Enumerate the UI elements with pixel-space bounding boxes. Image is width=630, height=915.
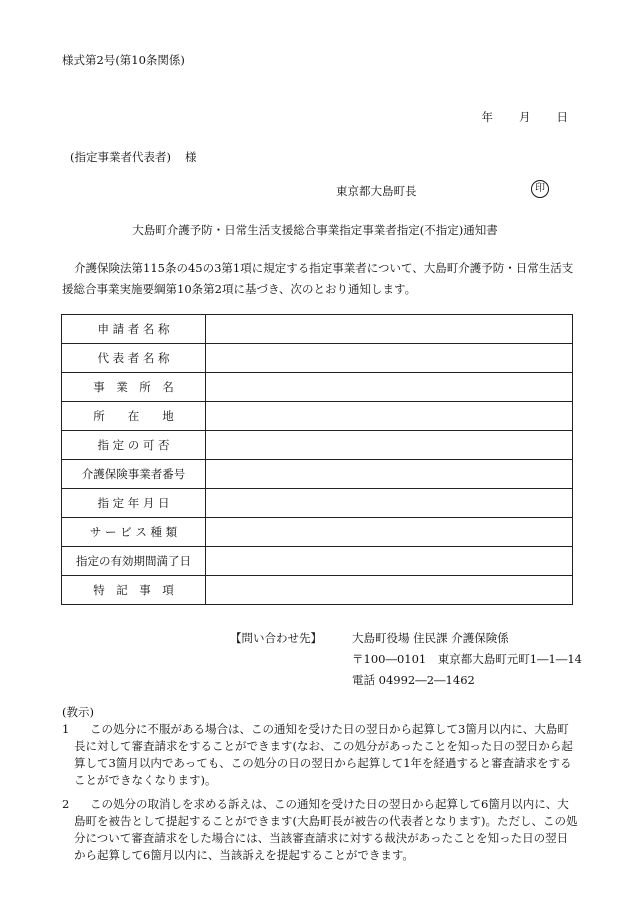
row-value: [206, 489, 573, 518]
date-day: 日: [556, 110, 568, 124]
intro-paragraph: 介護保険法第115条の45の3第1項に規定する指定事業者について、大島町介護予防・日常生活支援総合事業実施要綱第10条第2項に基づき、次のとおり通知します。: [62, 261, 574, 296]
row-value: [206, 402, 573, 431]
form-number: 様式第2号(第10条関係): [62, 53, 185, 67]
notice-number: 1: [62, 722, 70, 736]
row-label: 指 定 年 月 日: [62, 489, 206, 518]
row-value: [206, 518, 573, 547]
notice-item: [62, 796, 578, 864]
date-year: 年: [481, 110, 493, 124]
table-row: [62, 373, 573, 402]
table-row: [62, 460, 573, 489]
date-line: [482, 109, 569, 125]
seal-mark: 印: [531, 180, 549, 198]
table-row: [62, 518, 573, 547]
table-row: [62, 402, 573, 431]
row-label: 特 記 事 項: [62, 576, 206, 605]
table-row: [62, 344, 573, 373]
table-row: [62, 576, 573, 605]
table-row: [62, 547, 573, 576]
row-label: 介護保険事業者番号: [62, 460, 206, 489]
row-value: [206, 373, 573, 402]
notice-item: [62, 721, 578, 789]
document-title: 大島町介護予防・日常生活支援総合事業指定事業者指定(不指定)通知書: [132, 223, 498, 237]
table-row: [62, 315, 573, 344]
contact-office: 大島町役場 住民課 介護保険係: [352, 631, 509, 645]
recipient-line: [70, 149, 196, 165]
row-value: [206, 344, 573, 373]
contact-block: [230, 628, 582, 691]
row-label: 所 在 地: [62, 402, 206, 431]
row-label: 代 表 者 名 称: [62, 344, 206, 373]
contact-heading: 【問い合わせ先】: [230, 631, 322, 645]
table-row: [62, 489, 573, 518]
contact-phone: 電話 04992―2―1462: [352, 673, 475, 687]
date-month: 月: [519, 110, 531, 124]
row-value: [206, 431, 573, 460]
row-value: [206, 460, 573, 489]
notice-text: この処分の取消しを求める訴えは、この通知を受けた日の翌日から起算して6箇月以内に、大島町を被告として提起することができます(大島町長が被告の代表者となります)。ただし、この処分について審査請求をした場合には、当該審査請求に対する裁決があったことを知った日の翌日から起算して6箇月以内に、当該訴えを提起することができます。: [74, 797, 578, 862]
issuer-name: 東京都大島町長: [336, 184, 417, 198]
row-value: [206, 576, 573, 605]
row-value: [206, 315, 573, 344]
notice-text: この処分に不服がある場合は、この通知を受けた日の翌日から起算して3箇月以内に、大島町長に対して審査請求をすることができます(なお、この処分があったことを知った日の翌日から起算して3箇月以内であっても、この処分の日の翌日から起算して1年を経過すると審査請求をすることができなくなります)。: [74, 722, 573, 787]
recipient-name: (指定事業者代表者): [70, 150, 171, 164]
notice-number: 2: [62, 797, 70, 811]
info-table: [61, 314, 573, 605]
row-label: 申 請 者 名 称: [62, 315, 206, 344]
row-value: [206, 547, 573, 576]
notice-heading: (教示): [62, 705, 94, 719]
row-label: 事 業 所 名: [62, 373, 206, 402]
row-label: 指 定 の 可 否: [62, 431, 206, 460]
recipient-honorific: 様: [184, 150, 197, 164]
row-label: 指定の有効期間満了日: [62, 547, 206, 576]
row-label: サ ー ビ ス 種 類: [62, 518, 206, 547]
table-row: [62, 431, 573, 460]
contact-address: 〒100―0101 東京都大島町元町1―1―14: [352, 652, 582, 666]
